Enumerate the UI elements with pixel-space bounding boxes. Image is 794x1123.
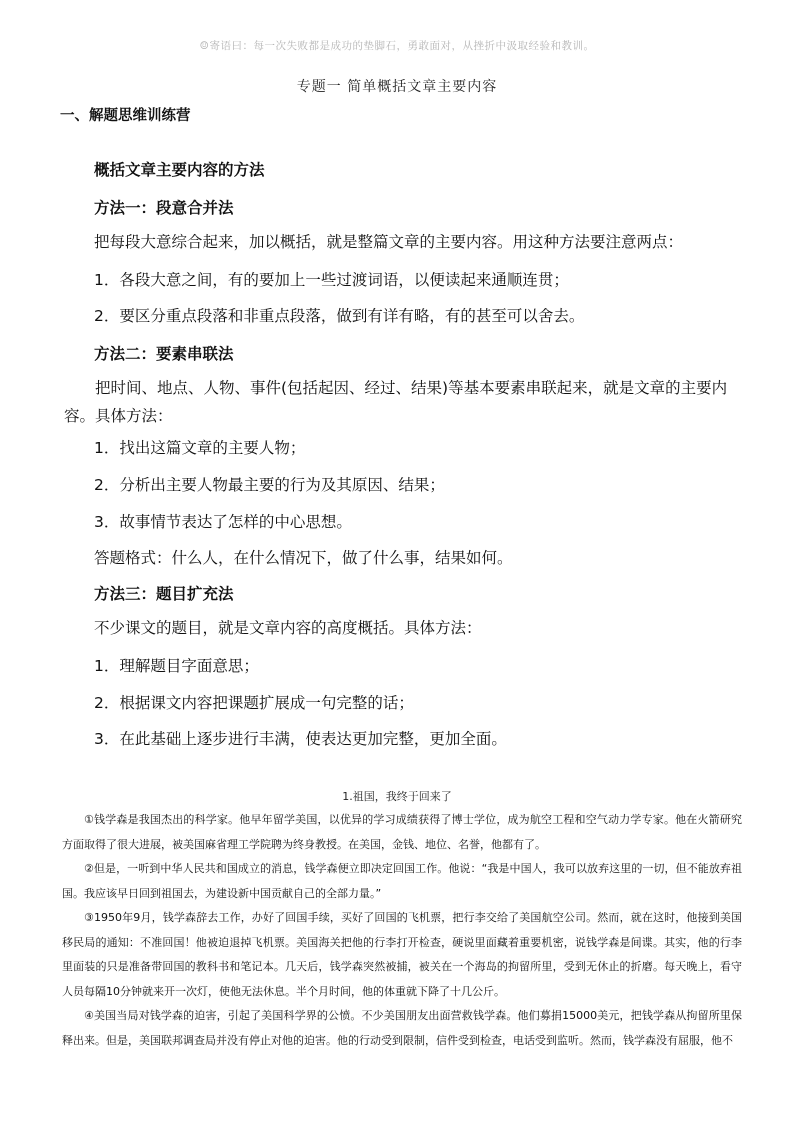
method2-item-2: 2．分析出主要人物最主要的行为及其原因、结果； [94, 476, 445, 494]
method3-item-2: 2．根据课文内容把课题扩展成一句完整的话； [94, 694, 414, 712]
article-title: 1.祖国，我终于回来了 [342, 790, 452, 803]
method3-item-1: 1．理解题目字面意思； [94, 657, 259, 675]
method3-intro: 不少课文的题目，就是文章内容的高度概括。具体方法： [94, 619, 482, 637]
method2-item-3: 3．故事情节表达了怎样的中心思想。 [94, 513, 352, 531]
method1-item-1: 1．各段大意之间，有的要加上一些过渡词语，以便读起来通顺连贯； [94, 271, 569, 289]
method2-intro: 把时间、地点、人物、事件(包括起因、经过、结果)等基本要素串联起来，就是文章的主要内容。具体方法： [64, 379, 728, 425]
method2-format: 答题格式：什么人，在什么情况下，做了什么事，结果如何。 [94, 549, 513, 567]
method3-item-3: 3．在此基础上逐步进行丰满，使表达更加完整，更加全面。 [94, 730, 507, 748]
method2-title: 方法二：要素串联法 [94, 345, 234, 363]
method2-item-1: 1．找出这篇文章的主要人物； [94, 439, 306, 457]
method1-item-2: 2．要区分重点段落和非重点段落，做到有详有略，有的甚至可以舍去。 [94, 307, 585, 325]
article-paragraph-1: ①钱学森是我国杰出的科学家。他早年留学美国，以优异的学习成绩获得了博士学位，成为航空工程和空气动力学专家。他在火箭研究方面取得了很大进展，被美国麻省理工学院聘为终身教授。在美国，金钱、地位、名誉，他都有了。 [62, 813, 742, 851]
section-heading: 一、解题思维训练营 [60, 108, 191, 124]
motto-header: ☺寄语曰：每一次失败都是成功的垫脚石，勇敢面对，从挫折中汲取经验和教训。 [199, 40, 595, 52]
method3-title: 方法三：题目扩充法 [94, 585, 234, 603]
method1-title: 方法一：段意合并法 [94, 199, 234, 217]
topic-title: 专题一 简单概括文章主要内容 [296, 79, 498, 95]
article-paragraph-2: ②但是，一听到中华人民共和国成立的消息，钱学森便立即决定回国工作。他说：“我是中国人，我可以放弃这里的一切，但不能放弃祖国。我应该早日回到祖国去，为建设新中国贡献自己的全部力量。” [62, 862, 742, 900]
methods-title: 概括文章主要内容的方法 [94, 161, 265, 179]
method1-intro: 把每段大意综合起来，加以概括，就是整篇文章的主要内容。用这种方法要注意两点： [94, 233, 684, 251]
article-paragraph-4: ④美国当局对钱学森的迫害，引起了美国科学界的公愤。不少美国朋友出面营救钱学森。他们募捐15000美元，把钱学森从拘留所里保释出来。但是，美国联邦调查局并没有停止对他的迫害。他的行动受到限制，信件受到检查，电话受到监听。然而，钱学森没有屈服，他不 [62, 1009, 742, 1047]
article-paragraph-3: ③1950年9月，钱学森辞去工作，办好了回国手续，买好了回国的飞机票，把行李交给了美国航空公司。然而，就在这时，他接到美国移民局的通知：不准回国！他被迫退掉飞机票。美国海关把他的行李打开检查，硬说里面藏着重要机密，说钱学森是间谍。其实，他的行李里面装的只是准备带回国的教科书和笔记本。几天后，钱学森突然被捕，被关在一个海岛的拘留所里，受到无休止的折磨。每天晚上，看守人员每隔10分钟就来开一次灯，使他无法休息。半个月时间，他的体重就下降了十几公斤。 [62, 911, 742, 998]
